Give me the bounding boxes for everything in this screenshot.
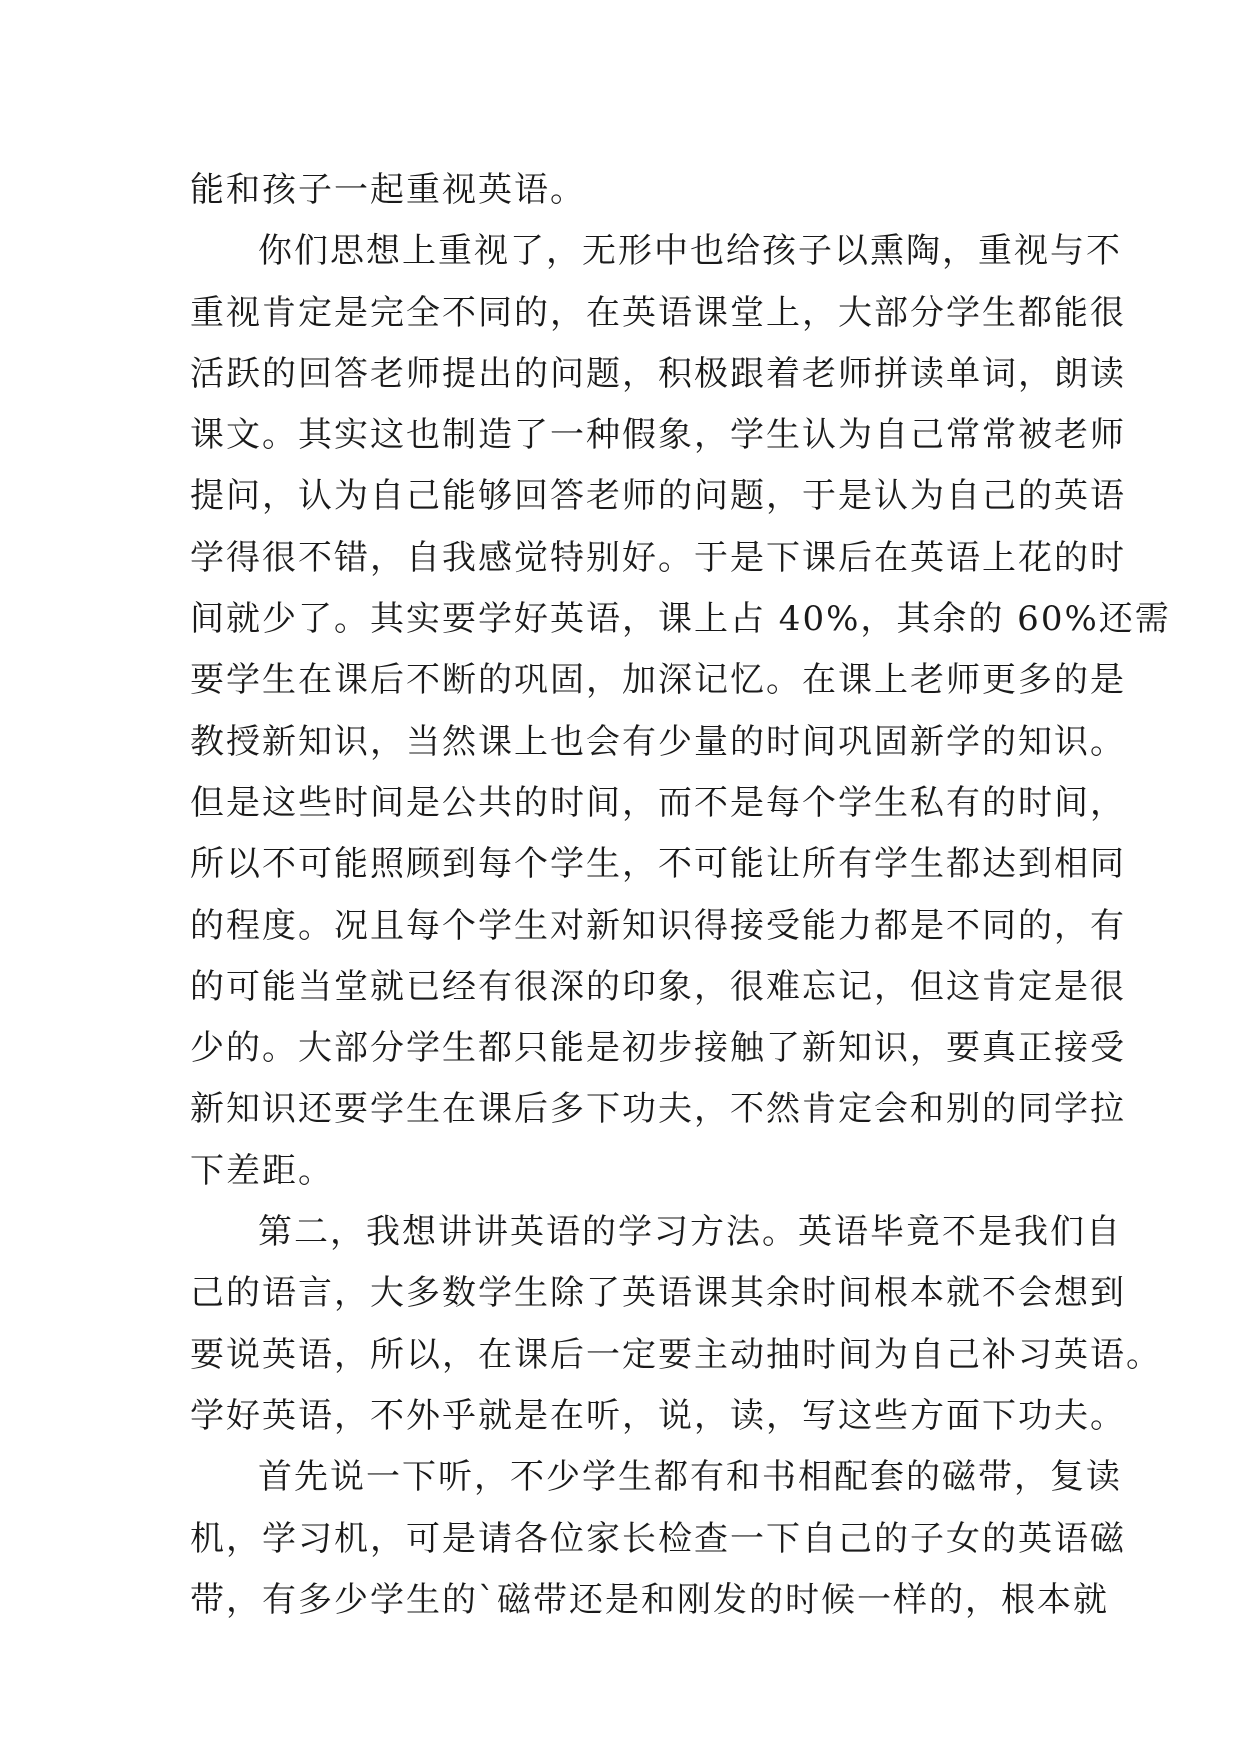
text-line: 第二，我想讲讲英语的学习方法。英语毕竟不是我们自 bbox=[258, 1212, 1122, 1253]
text-line: 你们思想上重视了，无形中也给孩子以熏陶，重视与不 bbox=[258, 231, 1122, 272]
text-line: 所以不可能照顾到每个学生，不可能让所有学生都达到相同 bbox=[190, 844, 1126, 885]
text-line: 教授新知识，当然课上也会有少量的时间巩固新学的知识。 bbox=[190, 721, 1126, 762]
text-line: 间就少了。其实要学好英语，课上占 40%，其余的 60%还需 bbox=[190, 599, 1171, 640]
text-line: 要说英语，所以，在课后一定要主动抽时间为自己补习英语。 bbox=[190, 1334, 1162, 1375]
text-line: 要学生在课后不断的巩固，加深记忆。在课上老师更多的是 bbox=[190, 660, 1126, 701]
text-line: 机，学习机，可是请各位家长检查一下自己的子女的英语磁 bbox=[190, 1518, 1126, 1559]
text-line: 学好英语，不外乎就是在听，说，读，写这些方面下功夫。 bbox=[190, 1395, 1126, 1436]
text-line: 首先说一下听，不少学生都有和书相配套的磁带，复读 bbox=[258, 1457, 1122, 1498]
text-line: 但是这些时间是公共的时间，而不是每个学生私有的时间， bbox=[190, 782, 1126, 823]
text-line: 学得很不错，自我感觉特别好。于是下课后在英语上花的时 bbox=[190, 537, 1126, 578]
body-text bbox=[190, 160, 1171, 1631]
text-line: 的可能当堂就已经有很深的印象，很难忘记，但这肯定是很 bbox=[190, 966, 1126, 1007]
text-line: 能和孩子一起重视英语。 bbox=[190, 170, 586, 210]
text-line: 带，有多少学生的`磁带还是和刚发的时候一样的，根本就 bbox=[190, 1579, 1109, 1620]
text-line: 课文。其实这也制造了一种假象，学生认为自己常常被老师 bbox=[190, 415, 1126, 456]
text-line: 提问，认为自己能够回答老师的问题，于是认为自己的英语 bbox=[190, 476, 1126, 517]
text-line: 少的。大部分学生都只能是初步接触了新知识，要真正接受 bbox=[190, 1028, 1126, 1069]
text-line: 己的语言，大多数学生除了英语课其余时间根本就不会想到 bbox=[190, 1273, 1126, 1314]
text-line: 下差距。 bbox=[190, 1150, 334, 1191]
text-line: 新知识还要学生在课后多下功夫，不然肯定会和别的同学拉 bbox=[190, 1089, 1126, 1130]
text-line: 活跃的回答老师提出的问题，积极跟着老师拼读单词，朗读 bbox=[190, 353, 1126, 394]
text-line: 的程度。况且每个学生对新知识得接受能力都是不同的，有 bbox=[190, 905, 1126, 946]
text-line: 重视肯定是完全不同的，在英语课堂上，大部分学生都能很 bbox=[190, 292, 1126, 333]
